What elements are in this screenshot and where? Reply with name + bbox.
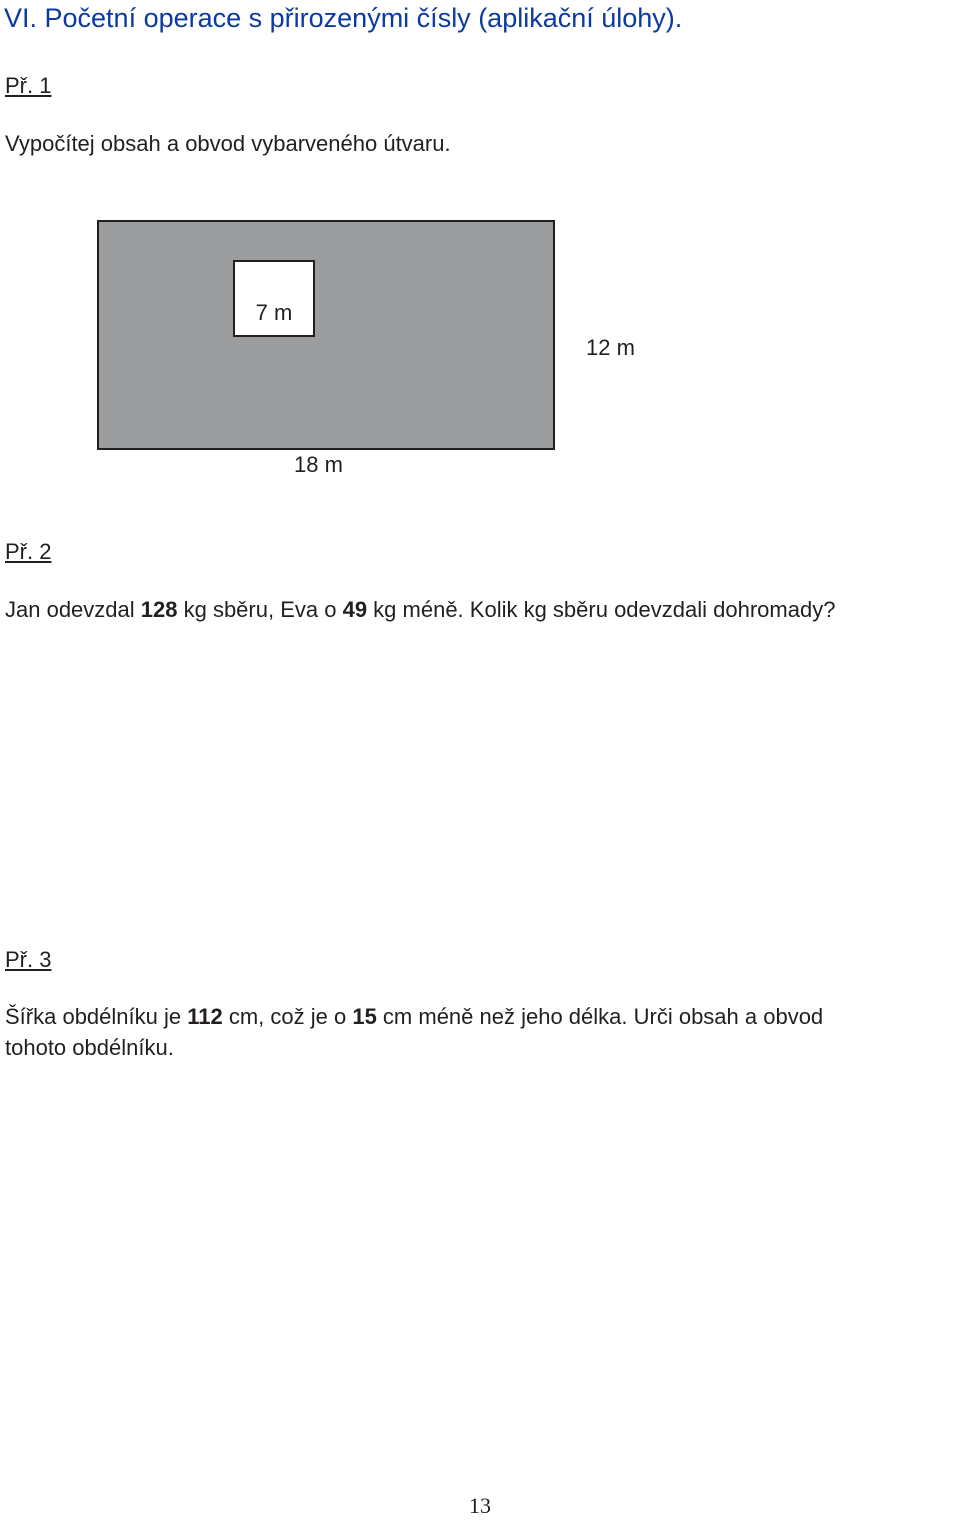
exercise-2-text-part: kg sběru, Eva o xyxy=(177,597,343,622)
exercise-3-text-line-2: tohoto obdélníku. xyxy=(5,1035,174,1060)
exercise-2-text-part: Jan odevzdal xyxy=(5,597,141,622)
exercise-3-value-difference: 15 xyxy=(352,1004,377,1029)
exercise-2-label: Př. 2 xyxy=(5,539,52,564)
exercise-3-text-part: cm, což je o xyxy=(222,1004,353,1029)
page-number: 13 xyxy=(469,1493,491,1518)
rectangle-width-label: 18 m xyxy=(294,452,343,477)
exercise-2-text xyxy=(5,596,835,624)
exercise-1-label: Př. 1 xyxy=(5,73,52,98)
exercise-3-value-width: 112 xyxy=(187,1004,223,1029)
page-title: VI. Početní operace s přirozenými čísly (aplikační úlohy). xyxy=(4,3,683,33)
square-side-label: 7 m xyxy=(255,300,293,325)
exercise-2-value-difference: 49 xyxy=(342,597,368,622)
square-cutout xyxy=(233,260,315,337)
exercise-3-label: Př. 3 xyxy=(5,947,52,972)
exercise-3-text-part: cm méně než jeho délka. Urči obsah a obvod xyxy=(376,1004,824,1029)
exercise-1-text: Vypočítej obsah a obvod vybarveného útvaru. xyxy=(5,131,451,156)
exercise-2-value-jan: 128 xyxy=(140,597,178,622)
shaded-rectangle-figure xyxy=(97,220,555,450)
exercise-3-text-line-1 xyxy=(5,1003,823,1031)
exercise-2-text-part: kg méně. Kolik kg sběru odevzdali dohromady? xyxy=(367,597,836,622)
rectangle-height-label: 12 m xyxy=(586,335,635,360)
exercise-3-text-part: Šířka obdélníku je xyxy=(5,1004,188,1029)
